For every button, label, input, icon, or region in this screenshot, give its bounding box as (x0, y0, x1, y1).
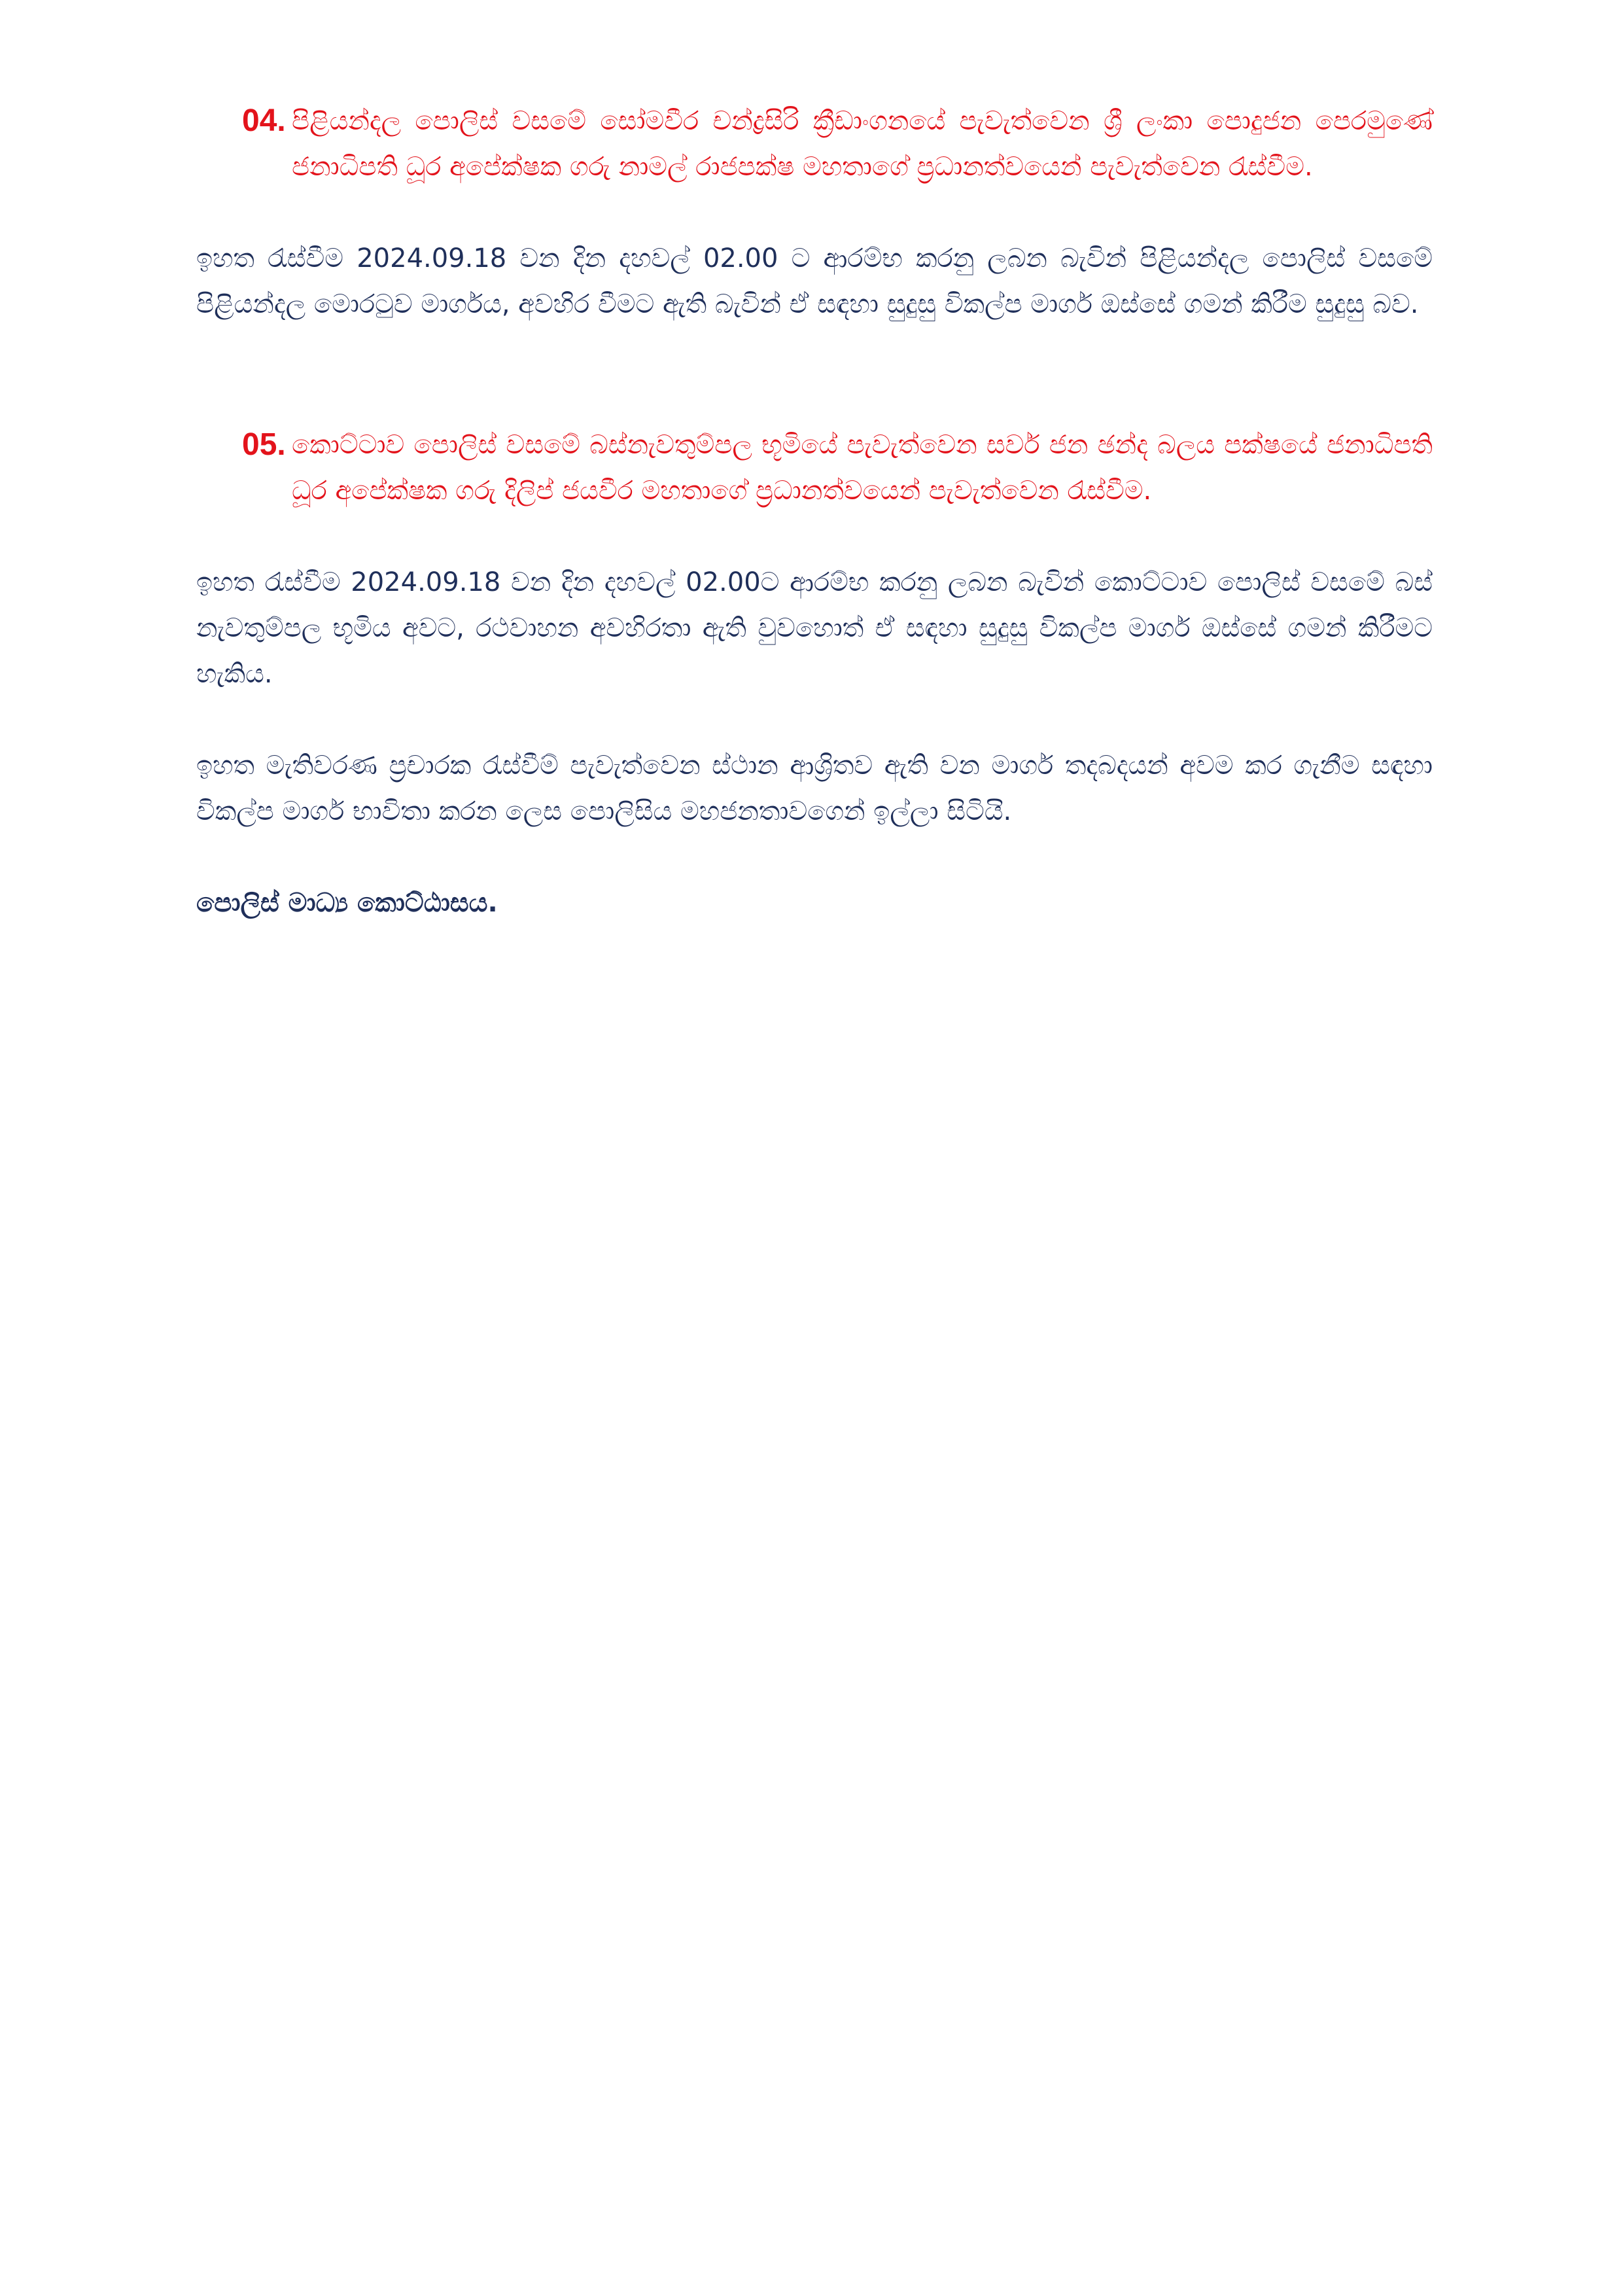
item-title: කොට්ටාව පොලිස් වසමේ බස්නැවතුම්පල භූමියේ පැවැත්වෙන සර්ව ජන ඡන්ද බලය පක්ෂයේ ජනාධිපති ධූර අපේක්ෂක ගරු දිලිප් ජයවීර මහතාගේ ප්‍රධානත්වයෙන් පැවැත්වෙන රැස්වීම. (292, 430, 1433, 506)
item-number: 05. (242, 427, 286, 462)
item-title: පිළියන්දල පොලිස් වසමේ සෝමවීර චන්ද්‍රසිරි ක්‍රීඩාංගනයේ පැවැත්වෙන ශ්‍රී ලංකා පොදුජන පෙරමුණේ ජනාධිපති ධූර අපේක්ෂක ගරු නාමල් රාජපක්ෂ මහතාගේ ප්‍රධානත්වයෙන් පැවැත්වෙන රැස්වීම. (292, 106, 1433, 182)
item-05-body: ඉහත රැස්වීම 2024.09.18 වන දින දහවල් 02.00ට ආරම්භ කරනු ලබන බැවින් කොට්ටාව පොලිස් වසමේ බස් නැවතුම්පල භූමිය අවට, රථවාහන අවහිරතා ඇති වුවහොත් ඒ සඳහා සුදුසු විකල්ප මාර්ග ඔස්සේ ගමන් කිරීමට හැකිය. (196, 567, 1433, 689)
item-04-body: ඉහත රැස්වීම 2024.09.18 වන දින දහවල් 02.00 ට ආරම්භ කරනු ලබන බැවින් පිළියන්දල පොලිස් වසමේ පිළියන්දල මොරටුව මාර්ගය, අවහිර වීමට ඇති බැවින් ඒ සඳහා සුදුසු විකල්ප මාර්ග ඔස්සේ ගමන් කිරීම සුදුසු බව. (196, 243, 1433, 319)
signature: පොලිස් මාධ්‍ය කොට්ඨාසය. (196, 888, 498, 918)
item-number: 04. (242, 103, 286, 138)
item-04-heading (196, 98, 1433, 190)
document-content (196, 98, 1433, 926)
closing-note: ඉහත මැතිවරණ ප්‍රචාරක රැස්වීම් පැවැත්වෙන ස්ථාන ආශ්‍රිතව ඇති වන මාර්ග තදබදයන් අවම කර ගැනීම සඳහා විකල්ප මාර්ග භාවිතා කරන ලෙස පොලිසිය මහජනතාවගෙන් ඉල්ලා සිටියි. (196, 751, 1433, 826)
item-05-heading (196, 422, 1433, 514)
